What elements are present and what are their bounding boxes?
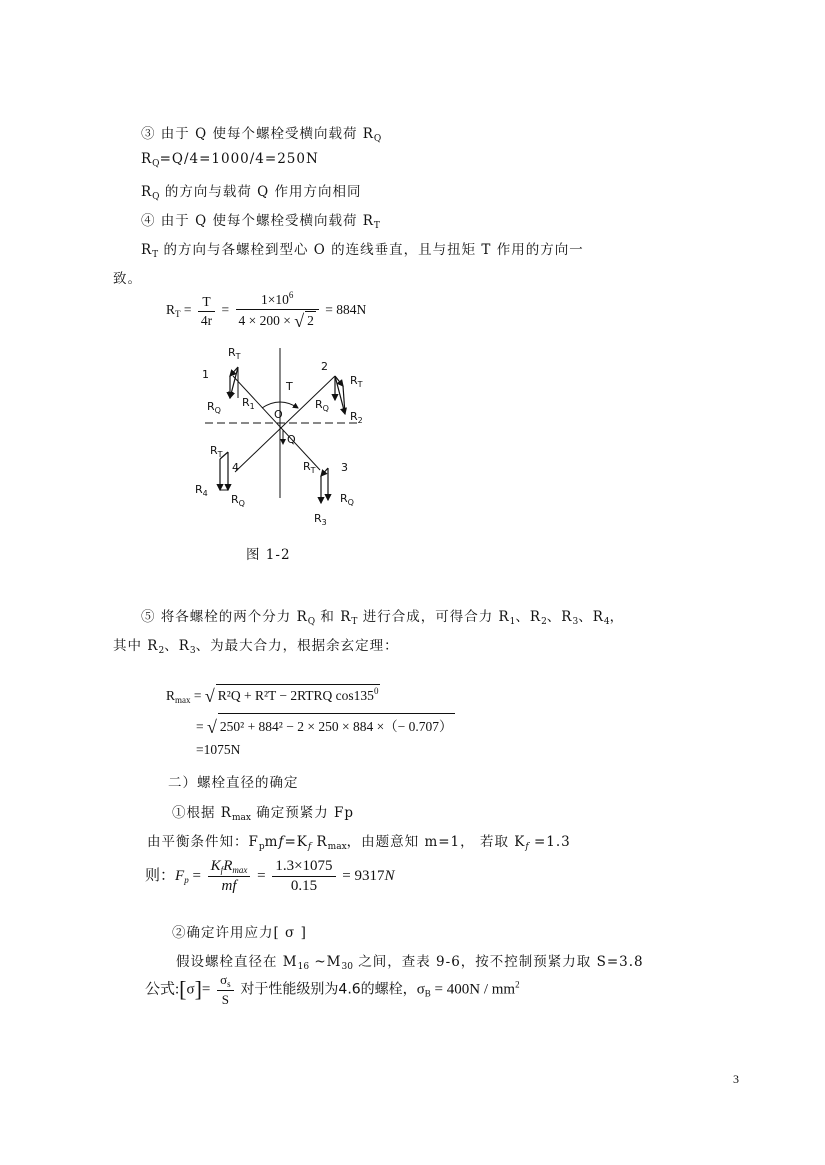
svg-text:RT: $R_T$ <box>350 374 363 389</box>
step4-description: $R_T$ 的方向与各螺栓到型心 O 的连线垂直，且与扭矩 T 作用的方向一 <box>141 242 584 260</box>
svg-text:4: 4 <box>232 461 239 474</box>
step5-line1: ⑤ 将各螺栓的两个分力 $R_Q$ 和 $R_T$ 进行合成，可得合力 $R_1$、$R_2$、$R_3$、$R_4$， <box>141 609 625 627</box>
svg-text:RT: $R_T$ <box>303 460 316 475</box>
svg-text:2: 2 <box>321 360 328 373</box>
rmax-equation-line1: $R_{max}$ = √ R²Q + R²T − 2RTRQ $\cos 135^0$ <box>166 686 379 706</box>
rmax-equation-line2: = √ 250² + 884² − 2 × 250 × 884 ×（− 0.707） <box>196 713 455 738</box>
section2-step2: ②确定许用应力[ σ ] <box>172 925 307 941</box>
assumption-line: 假设螺栓直径在 $M_{16}$ $\sim M_{30}$ 之间，查表 9-6，按不控制预紧力取 S=3.8 <box>176 954 644 972</box>
svg-text:Q: Q <box>287 433 296 446</box>
section2-title: 二）螺栓直径的确定 <box>168 775 299 791</box>
step3-formula: $R_Q=Q/4=1000/4=250N$ <box>141 151 319 169</box>
section2-step1: ①根据 $R_{max}$ 确定预紧力 Fp <box>172 805 355 823</box>
svg-text:1: 1 <box>202 368 209 381</box>
fp-equation: 则：$F_p$ = $\frac{K_fR_{max}}{mf}$ = $\frac{1.3\times 1075}{0.15}$ = 9317N <box>145 858 395 894</box>
step3-direction: $R_Q$ 的方向与载荷 Q 作用方向相同 <box>141 184 362 202</box>
diagonal-bolt2-bolt4 <box>235 376 335 472</box>
allowable-stress-formula: 公式:[σ]= $\frac{\sigma_s}{S}$ 对于性能级别为4.6的螺栓，$\sigma_B = 400N / mm^2$ <box>145 972 520 1007</box>
svg-text:R1: $R_1$ <box>242 396 255 411</box>
svg-text:RT: $R_T$ <box>210 444 223 459</box>
bolt-force-diagram <box>190 340 380 535</box>
svg-text:R4: $R_4$ <box>195 483 208 498</box>
bolt1-force-triangle <box>230 367 238 398</box>
svg-text:O: O <box>274 408 283 421</box>
svg-text:R3: $R_3$ <box>314 512 327 527</box>
figure-caption: 图 1-2 <box>246 547 291 563</box>
step5-line2: 其中 $R_2$、$R_3$、为最大合力，根据余玄定理： <box>113 638 399 656</box>
svg-text:RT: $R_T$ <box>228 346 241 361</box>
step4-heading: ④ 由于 Q 使每个螺栓受横向载荷 $R_T$ <box>141 213 380 231</box>
page-number: 3 <box>733 1072 739 1086</box>
step4-description-cont: 致。 <box>113 271 142 287</box>
step3-heading: ③ 由于 Q 使每个螺栓受横向载荷 $R_Q$ <box>141 126 382 144</box>
svg-text:RQ: $R_Q$ <box>315 398 329 413</box>
svg-text:RQ: $R_Q$ <box>340 492 354 507</box>
svg-text:RQ: $R_Q$ <box>207 400 221 415</box>
svg-text:3: 3 <box>341 461 348 474</box>
bolt3-force-triangle <box>321 468 328 503</box>
svg-text:R2: $R_2$ <box>350 410 363 425</box>
rmax-result: =1075N <box>196 742 241 757</box>
svg-text:RQ: $R_Q$ <box>231 493 245 508</box>
svg-text:T: T <box>286 380 293 393</box>
bolt2-force-triangle <box>335 376 345 414</box>
rt-equation: $R_T$ = $\frac{T}{4r}$ = $\frac{1\times 10^6}{4 \times 200 \times √ 2}$ = 884N <box>166 290 367 331</box>
balance-condition: 由平衡条件知：$F_pmf=K_f$ $R_{max}$，由题意知 m=1， 若取 $K_f =1.3$ <box>147 834 571 852</box>
